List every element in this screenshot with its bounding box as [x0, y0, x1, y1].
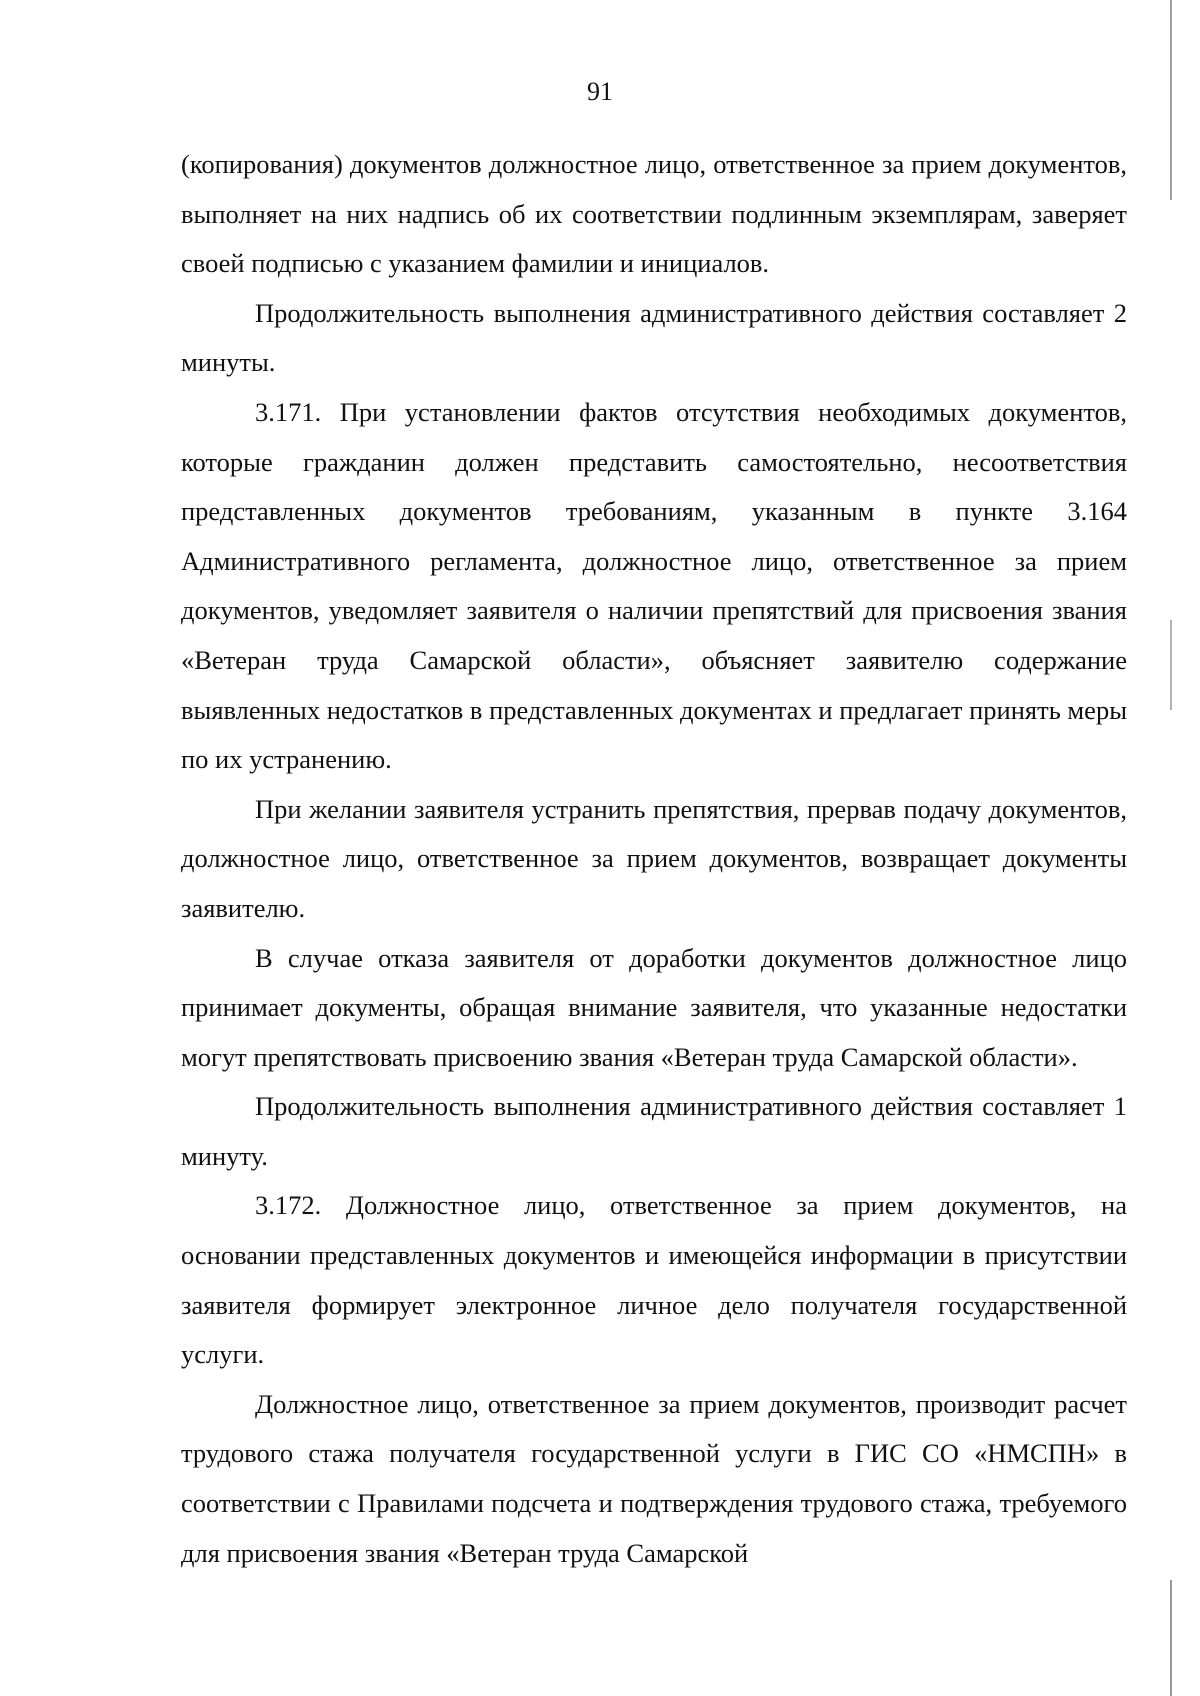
scan-edge-line-lower	[1170, 1580, 1172, 1696]
paragraph-remove-obstacles: При желании заявителя устранить препятствия, прервав подачу документов, должностное лицо, ответственное за прием документов, возвращает документы заявителю.	[181, 793, 1127, 923]
scan-edge-line-upper	[1170, 0, 1172, 200]
paragraph-duration-2-minutes: Продолжительность выполнения административного действия составляет 2 минуты.	[181, 297, 1127, 378]
paragraph-copy-certification: (копирования) документов должностное лицо, ответственное за прием документов, выполняет на них надпись об их соответствии подлинным экземплярам, заверяет своей подписью с указанием фамилии и инициалов.	[181, 149, 1127, 279]
paragraph-seniority-calculation: Должностное лицо, ответственное за прием документов, производит расчет трудового стажа получателя государственной услуги в ГИС СО «НМСПН» в соответствии с Правилами подсчета и подтверждения трудового стажа, требуемого для присвоения звания «Ветеран труда Самарской	[181, 1388, 1127, 1568]
scan-edge-line-middle	[1170, 620, 1172, 710]
paragraph-duration-1-minute: Продолжительность выполнения административного действия составляет 1 минуту.	[181, 1091, 1127, 1171]
document-body	[181, 140, 1127, 1578]
paragraph-refusal: В случае отказа заявителя от доработки документов должностное лицо принимает документы, обращая внимание заявителя, что указанные недостатки могут препятствовать присвоению звания «Ветеран труда Самарской области».	[181, 942, 1127, 1072]
paragraph-3-171: 3.171. При установлении фактов отсутствия необходимых документов, которые гражданин должен представить самостоятельно, несоответствия представленных документов требованиям, указанным в пункте 3.164 Административного регламента, должностное лицо, ответственное за прием документов, уведомляет заявителя о наличии препятствий для присвоения звания «Ветеран труда Самарской области», объясняет заявителю содержание выявленных недостатков в представленных документах и предлагает принять меры по их устранению.	[181, 396, 1127, 775]
page-number: 91	[587, 77, 613, 106]
paragraph-3-172: 3.172. Должностное лицо, ответственное за прием документов, на основании представленных документов и имеющейся информации в присутствии заявителя формирует электронное личное дело получателя государственной услуги.	[181, 1190, 1127, 1370]
